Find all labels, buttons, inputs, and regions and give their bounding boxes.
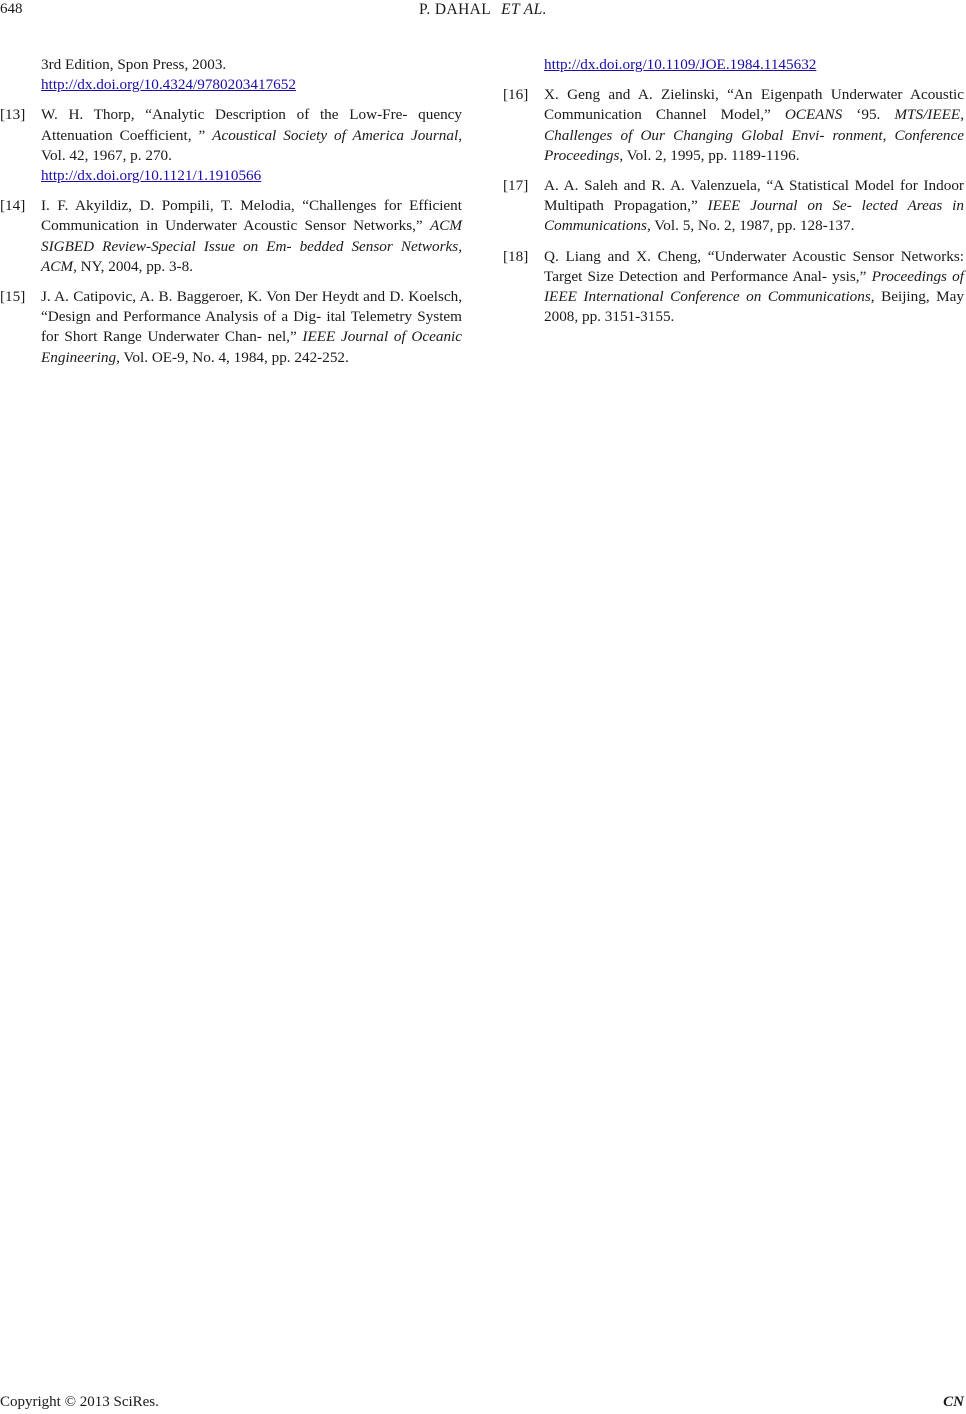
reference-text: X. Geng and A. Zielinski, “An Eigenpath Underwater Acoustic Communication Channel Model,” [544, 86, 964, 124]
journal-title: IEEE Journal on Se- lected Areas in Communications [544, 197, 964, 235]
running-head-et-al: ET AL. [501, 1, 547, 18]
reference-number: [18] [503, 247, 529, 265]
reference-17 [503, 176, 964, 237]
reference-text: , Vol. 42, 1967, p. 270. [41, 126, 463, 164]
reference-number: [14] [0, 197, 26, 215]
journal-title: ACM SIGBED Review-Special Issue on Em- bedded Sensor Networks [41, 217, 462, 255]
reference-text: , [882, 126, 895, 144]
conference-organizer: MTS/IEEE [894, 106, 961, 124]
reference-14 [0, 196, 462, 277]
left-column [0, 55, 462, 378]
reference-text: W. H. Thorp, “Analytic Description of the Low-Fre- quency Attenuation Coefficient, ” [41, 106, 462, 144]
reference-text: , NY, 2004, pp. 3-8. [73, 257, 194, 275]
journal-abbreviation: CN [943, 1394, 964, 1410]
reference-text: , Vol. 2, 1995, pp. 1189-1196. [619, 146, 800, 164]
reference-body [544, 176, 964, 237]
doi-link[interactable]: http://dx.doi.org/10.1109/JOE.1984.1145632 [544, 56, 817, 73]
reference-body [544, 85, 964, 166]
reference-text: , [960, 106, 964, 124]
reference-body [544, 247, 964, 328]
reference-text: Q. Liang and X. Cheng, “Underwater Acoustic Sensor Networks: Target Size Detection and Performance Anal- ysis,” [544, 247, 964, 285]
reference-text: , Vol. OE-9, No. 4, 1984, pp. 242-252. [116, 348, 349, 366]
copyright-notice: Copyright © 2013 SciRes. [0, 1394, 159, 1410]
reference-continuation-12 [0, 55, 462, 95]
reference-15 [0, 287, 462, 368]
proceedings-title: Conference Proceedings [544, 126, 964, 164]
reference-body [41, 105, 462, 166]
doi-link[interactable]: http://dx.doi.org/10.1121/1.1910566 [41, 167, 262, 185]
reference-number: [16] [503, 86, 529, 104]
publisher: ACM [41, 257, 74, 275]
reference-text: I. F. Akyildiz, D. Pompili, T. Melodia, “Challenges for Efficient Communication in Underwater Acoustic Sensor Networks,” [41, 197, 462, 235]
reference-continuation-15 [503, 55, 964, 75]
reference-text: 3rd Edition, Spon Press, 2003. [41, 56, 227, 73]
journal-title: IEEE Journal of Oceanic Engineering [41, 328, 462, 366]
reference-text: , Beijing, May 2008, pp. 3151-3155. [544, 288, 964, 326]
reference-13 [0, 105, 462, 186]
reference-18 [503, 247, 964, 328]
reference-body [41, 196, 462, 277]
journal-title: Acoustical Society of America Journal [212, 126, 459, 144]
page-number: 648 [0, 1, 23, 17]
running-head [0, 1, 966, 19]
reference-16 [503, 85, 964, 166]
reference-body [41, 287, 462, 368]
conference-theme: Challenges of Our Changing Global Envi- ronment [544, 126, 883, 144]
conference-title: OCEANS [784, 106, 843, 124]
right-column [503, 55, 964, 337]
reference-number: [17] [503, 177, 529, 195]
running-head-author: P. DAHAL [419, 1, 492, 18]
doi-link[interactable]: http://dx.doi.org/10.4324/9780203417652 [41, 76, 296, 94]
reference-text: , Vol. 5, No. 2, 1987, pp. 128-137. [646, 217, 855, 235]
reference-text: J. A. Catipovic, A. B. Baggeroer, K. Von Der Heydt and D. Koelsch, “Design and Performance Analysis of a Dig- ital Telemetry System for Short Range Underwater Chan- nel,” [41, 288, 462, 346]
reference-text: A. A. Saleh and R. A. Valenzuela, “A Statistical Model for Indoor Multipath Propagation,” [544, 177, 964, 215]
reference-text: ‘95. [842, 106, 895, 124]
reference-number: [15] [0, 288, 26, 306]
reference-text: , [458, 237, 462, 255]
proceedings-title: Proceedings of IEEE International Conference on Communications [544, 267, 964, 306]
reference-number: [13] [0, 106, 26, 124]
